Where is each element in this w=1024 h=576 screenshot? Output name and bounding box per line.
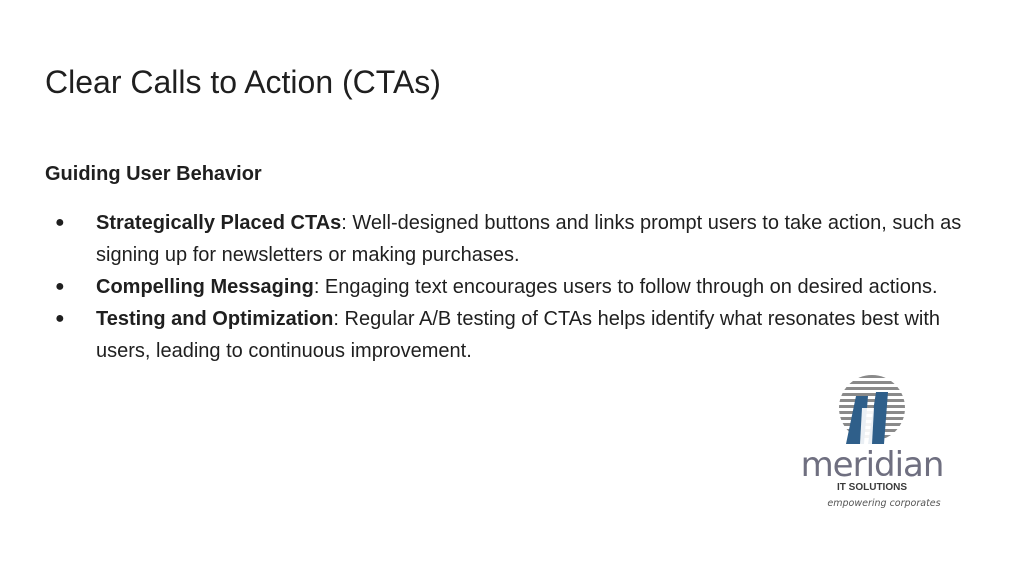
bullet-text: Well-designed buttons and links prompt users to take action, such as signing up for newsletters or making purchases. [96,212,962,266]
slide-title: Clear Calls to Action (CTAs) [45,64,441,100]
bullet-separator: : [333,308,339,330]
slide-subtitle: Guiding User Behavior [45,163,262,185]
bullet-term: Compelling Messaging [96,276,314,298]
bullet-text: Engaging text encourages users to follow through on desired actions. [319,276,938,298]
bullet-item [55,303,985,367]
bullet-item [55,207,985,271]
meridian-logo [784,368,960,513]
bullet-dot-icon: ● [55,278,65,295]
logo-wordmark: meridian [800,445,944,485]
bullet-dot-icon: ● [55,310,65,327]
bullet-term: Strategically Placed CTAs [96,212,342,234]
bullet-item [55,271,985,303]
bullet-dot-icon: ● [55,214,65,231]
bullet-list [55,207,985,367]
bullet-text: Regular A/B testing of CTAs helps identify what resonates best with users, leading to continuous improvement. [96,308,941,362]
logo-slogan: empowering corporates [827,498,941,509]
logo-tagline: IT SOLUTIONS [837,482,907,493]
bullet-term: Testing and Optimization [96,308,334,330]
bullet-separator: : [341,212,347,234]
bullet-separator: : [313,276,320,298]
